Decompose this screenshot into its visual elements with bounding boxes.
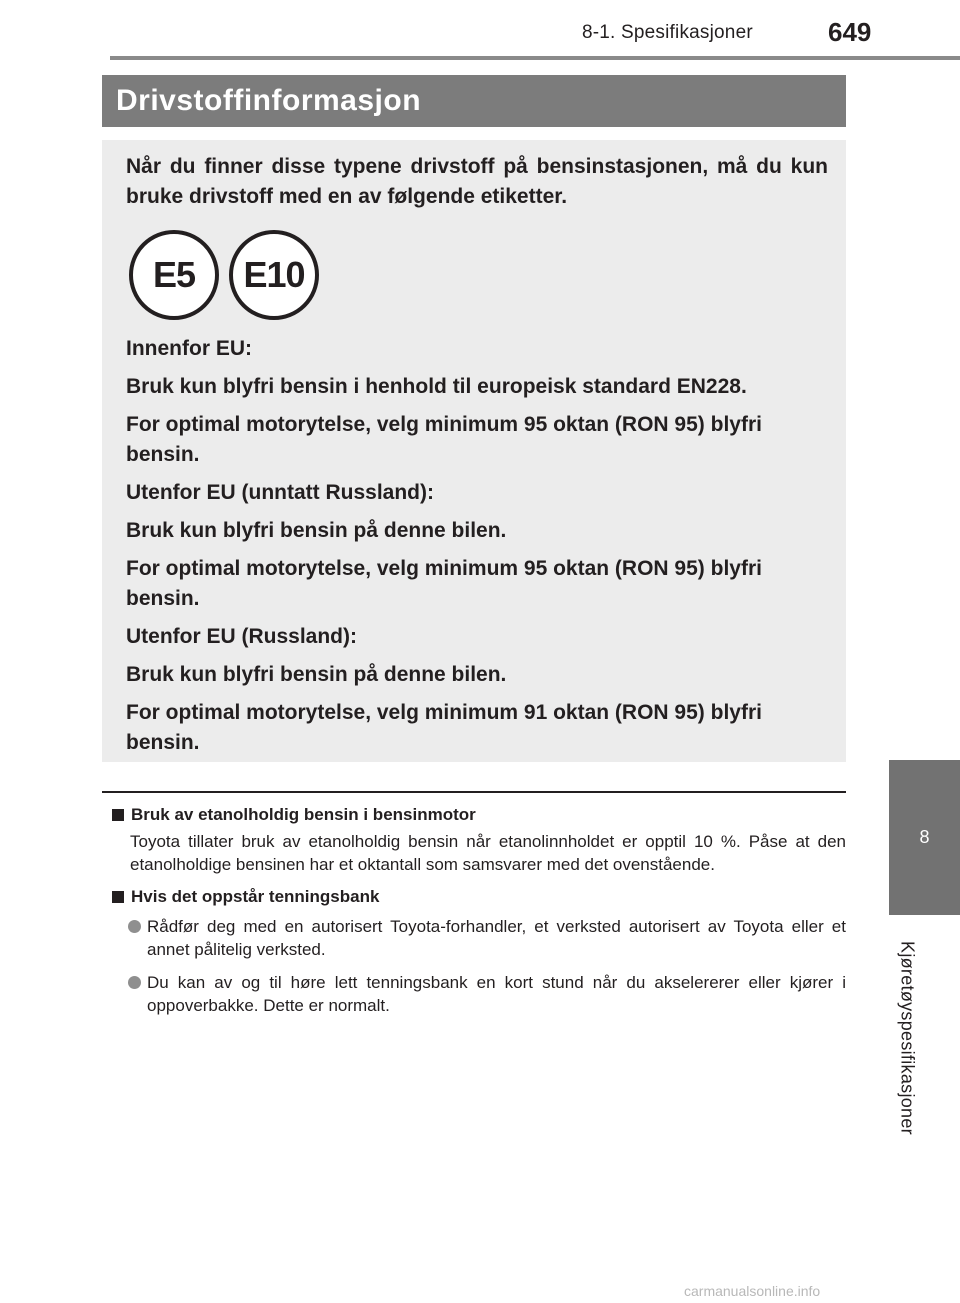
region-non-eu-heading: Utenfor EU (unntatt Russland):	[126, 481, 434, 504]
page-number: 649	[828, 17, 872, 47]
section-divider	[102, 791, 846, 793]
list-item-text: Du kan av og til høre lett tenningsbank en kort stund når du akselererer eller kjører i oppoverbakke. Dette er normalt.	[147, 973, 846, 1015]
list-item-text: Rådfør deg med en autorisert Toyota-forhandler, et verksted autorisert av Toyota eller et annet pålitelig verksted.	[147, 917, 846, 959]
e5-label-icon: E5	[129, 230, 219, 320]
chapter-label: Kjøretøyspesifikasjoner	[897, 941, 918, 1135]
chapter-label-container	[893, 938, 921, 1138]
note-heading	[110, 803, 846, 827]
eu-octane-recommendation: For optimal motorytelse, velg minimum 95 oktan (RON 95) blyfri bensin.	[126, 413, 762, 466]
list-item	[110, 971, 846, 1017]
chapter-number: 8	[919, 827, 930, 847]
note-heading-text: Bruk av etanolholdig bensin i bensinmotor	[131, 805, 476, 824]
circle-bullet-icon	[128, 920, 141, 933]
fuel-info-intro: Når du finner disse typene drivstoff på bensinstasjonen, må du kun bruke drivstoff med en av følgende etiketter.	[126, 155, 828, 208]
e10-label-icon: E10	[229, 230, 319, 320]
list-item	[110, 915, 846, 961]
header-section-title: 8-1. Spesifikasjoner	[582, 22, 753, 43]
chapter-tab	[889, 760, 960, 915]
circle-bullet-icon	[128, 976, 141, 989]
russia-fuel-requirement: Bruk kun blyfri bensin på denne bilen.	[126, 663, 507, 686]
russia-octane-recommendation: For optimal motorytelse, velg minimum 91 oktan (RON 95) blyfri bensin.	[126, 701, 762, 754]
non-eu-octane-recommendation: For optimal motorytelse, velg minimum 95 oktan (RON 95) blyfri bensin.	[126, 557, 762, 610]
square-bullet-icon	[112, 891, 124, 903]
fuel-label-icons	[129, 230, 828, 320]
note-heading	[110, 885, 846, 909]
notes-section	[110, 803, 846, 1017]
note-heading-text: Hvis det oppstår tenningsbank	[131, 887, 380, 906]
non-eu-fuel-requirement: Bruk kun blyfri bensin på denne bilen.	[126, 519, 507, 542]
note-ethanol	[110, 803, 846, 876]
eu-fuel-requirement: Bruk kun blyfri bensin i henhold til europeisk standard EN228.	[126, 375, 747, 398]
watermark-text: carmanualsonline.info	[684, 1283, 821, 1299]
region-eu-heading: Innenfor EU:	[126, 337, 252, 360]
note-knocking	[110, 885, 846, 1017]
header-divider	[110, 56, 960, 60]
page-title: Drivstoffinformasjon	[102, 75, 846, 127]
note-body-text: Toyota tillater bruk av etanolholdig bensin når etanolinnholdet er opptil 10 %. Påse at den etanolholdige bensinen har et oktantall som samsvarer med det ovenstående.	[130, 832, 846, 874]
region-russia-heading: Utenfor EU (Russland):	[126, 625, 357, 648]
square-bullet-icon	[112, 809, 124, 821]
fuel-info-box	[102, 140, 846, 762]
